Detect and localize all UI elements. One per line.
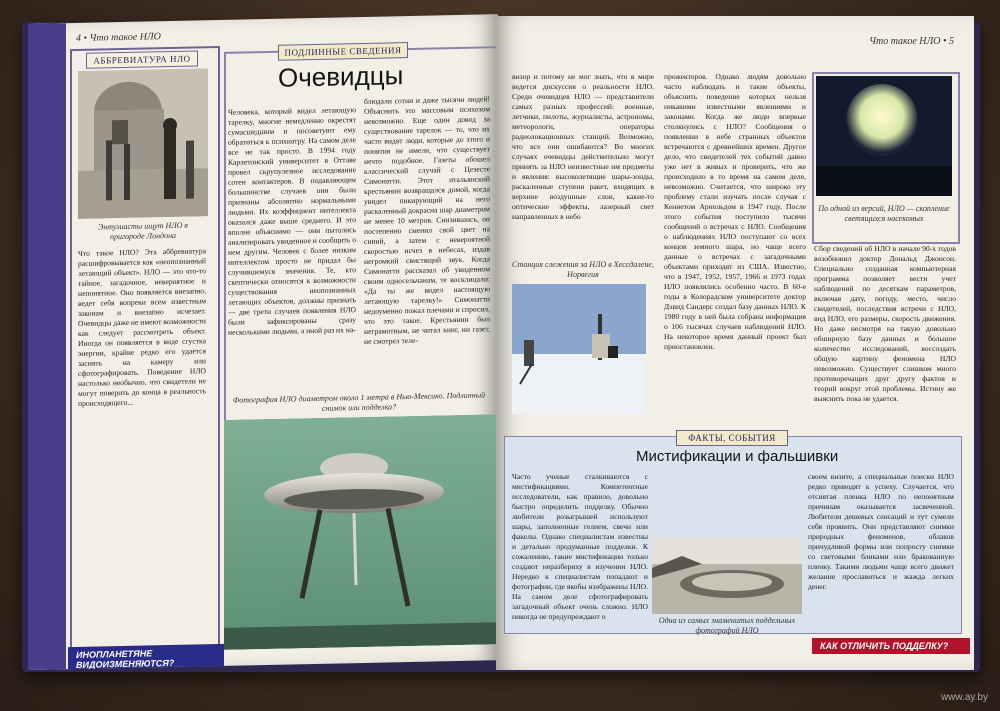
enthusiasts-photo [78, 68, 208, 219]
watermark: www.ay.by [940, 692, 988, 703]
ufo-photo [224, 414, 496, 650]
article-column-1: Человека, который видел летающую тарелку, многие немедленно окрестят сумасшедшим и посоветуют ему обратиться к психиатру. На самом деле все не так просто. В 1994 году Карлетонский университет в Оттаве провел скрупулезное исследование сотен контактеров. В подавляющем большинстве случаев они были признаны абсолютно нормальными людьми. Их коэффициент интеллекта оказался даже выше среднего. И это вполне объяснимо — они пытались анализировать увиденное и сообщить о нем другим. Человек с более низким интеллектом просто не придал бы случившемуся значения. Те, кто скептически относятся к возможности существования неопознанных летающих объектов, должны признать — две трети случаев появления НЛО были зафиксированы сразу несколькими людьми, а иной раз их на- [228, 105, 356, 337]
crater-photo [652, 538, 802, 614]
article-headline: Очевидцы [278, 60, 404, 93]
left-running-head: 4 • Что такое НЛО [76, 31, 161, 44]
right-running-head: Что такое НЛО • 5 [869, 36, 954, 47]
article-column-2: блюдали сотни и даже тысячи людей! Объяснить это массовым психозом невозможно. Еще один довод за существование тарелок — то, что их часто видят люди, которые до этого и понятия не имели, что существует нечто подобное. Газеты обошел классический случай с Цезесте Симонатти. Этот итальянский крестьянин возвращался домой, когда увидел пикирующий на него раскаленный докрасна шар диаметром не менее 10 метров. Снизившись, он постепенно сменил свой цвет на синий, а затем с невероятной скоростью исчез в небесах, издав негромкий свистящий звук. Когда Симонатти рассказал об увиденном своим односельчанам, те восклицали: «Да ты же видел настоящую летающую тарелку!» Симонатти недоуменно пожал плечами и спросил, что это такое. Крестьянин был неграмотным, не читал книг, ни газет, не смотрел теле- [364, 94, 490, 346]
station-photo [512, 284, 646, 414]
sidebar-label: АББРЕВИАТУРА НЛО [86, 50, 198, 68]
sidebar-text: Что такое НЛО? Эта аббревиатура расшифровывается как «неопознанный летающий объект». НЛО — это что-то тайное, загадочное, невероятное и непонятное. Оно появляется внезапно, ведет себя вопреки всем известным законам и внезапно исчезает. Очевидцы даже не имеют возможности как следует рассмотреть объект. Иногда он появляется в виде сгустка энергии, крайне редко его удается заснять на камеру или сфотографировать. Поведение НЛО настолько необычно, что свидетели не могут поверить до конца в реальность происходящего... [78, 246, 206, 408]
glow-caption: По одной из версий, НЛО — скопление светящихся насекомых [818, 204, 950, 223]
facts-label: ФАКТЫ, СОБЫТИЯ [676, 430, 788, 446]
right-column-2: прожекторов. Однако людям довольно часто наблюдать и такие объекты, объяснить поведение которых нельзя никакими известными явлениями и законами. Когда же люди впервые столкнулись с НЛО? Сообщения о появлении в небе странных объектов встречаются с древнейших времен. Другое дело, что свидетелей тех событий давно уже нет в живых и проверить, что же происходило в то время на самом деле, невозможно. Считается, что широко эту проблему стали изучать после случая с Кеннетом Арнольдом в 1947 году. После этого события поступило тысячи сообщений о встречах с НЛО. Сообщения о наблюдениях НЛО поступают со всех концов земного шара, но чаще всего данные о встречах с загадочными объектами приходят из США. Известно, что в 1947, 1952, 1957, 1966 и 1973 годах НЛО появлялись особенно часто. В 60-е годы в Колорадском университете доктор Дэвид Сандерс создал базу данных НЛО. К 1980 году в ней была собрана информация о 106 тысячах случаев наблюдений НЛО. На некоторое время данный проект был приостановлен. [664, 72, 806, 351]
right-footer-bar: КАК ОТЛИЧИТЬ ПОДДЕЛКУ? [812, 638, 970, 654]
crater-caption: Одна из самых знаменитых поддельных фотографий НЛО [658, 616, 796, 635]
box-column-2: своем визите, а специальные поиски НЛО редко приводят к успеху. Случается, что отснятая пленка НЛО по непонятным причинам оказывается засвеченной. Любители дешевых сенсаций и тут сумели себя проявить. Они представляют снимки природных феноменов, облаков причудливой формы или попросту снимки со световыми бликами или бракованную пленку. Такими людьми чаще всего движет желание прославиться и жажда легких денег. [808, 472, 954, 591]
box-column-1: Часто ученые сталкиваются с мистификациями. Компетентные исследователи, как правило, довольно быстро определить подделку. Обычно любители розыгрышей используют шары, заполненные гелием, свечи или факелы. Однако специалистам известны и детально продуманные подделки. К сожалению, такие мистификации только создают неразбериху в изучении НЛО. Нередко к специалистам попадают и фотографии, где якобы изображены НЛО. На самом деле сфотографировать загадочный объект очень сложно. НЛО никогда не предупреждают о [512, 472, 648, 621]
right-column-1: визор и потому не мог знать, что в мире ведется дискуссия о реальности НЛО. Среди очевидцев НЛО — представители самых разных профессий: военные, летчики, пилоты, журналисты, астрономы, метеорологи, операторы радиолокационных станций. Возможно, что все они ошибаются? Во многих случаях очевидцы действительно могут принять за НЛО неизвестные им предметы и явления: высоколетящие шары-зонды, раскаленные ступени ракет, входящих в верхние воздушные слои, какие-то оптические эффекты, лазерный свет направленных в небо [512, 72, 654, 221]
left-page-purple-edge [28, 23, 66, 670]
box-headline: Мистификации и фальшивки [636, 448, 839, 465]
right-column-3: Сбор сведений об НЛО в начале 90-х годов возобновил доктор Дональд Джонсон. Специально созданная компьютерная программа позволяет вести учет наблюдений по десяткам параметров, включая дату, погоду, место, число свидетелей, последствия встречи с НЛО, вид НЛО, его размеры, скорость движения. Но даже несмотря на такую довольно обширную базу данных и большое количество исследований, воссоздать общую картину феномена НЛО невозможно. Существует слишком много противоречащих друг другу фактов и теорий вокруг этой проблемы. Истину же выяснить пока не удается. [814, 244, 956, 403]
left-footer-bar: ИНОПЛАНЕТЯНЕ ВИДОИЗМЕНЯЮТСЯ? [68, 644, 224, 670]
glow-photo [816, 76, 952, 196]
left-page [28, 14, 498, 670]
sidebar-photo-caption: Энтузиасты ищут НЛО в пригороде Лондона [98, 220, 188, 242]
station-caption: Станция слежения за НЛО в Хессдалене, Норвегия [512, 260, 654, 279]
source-label: ПОДЛИННЫЕ СВЕДЕНИЯ [278, 42, 408, 61]
right-page [496, 16, 974, 670]
ufo-photo-caption: Фотография НЛО диаметром около 1 метра в Нью-Мексико. Подлинный снимок или подделка? [232, 390, 486, 413]
